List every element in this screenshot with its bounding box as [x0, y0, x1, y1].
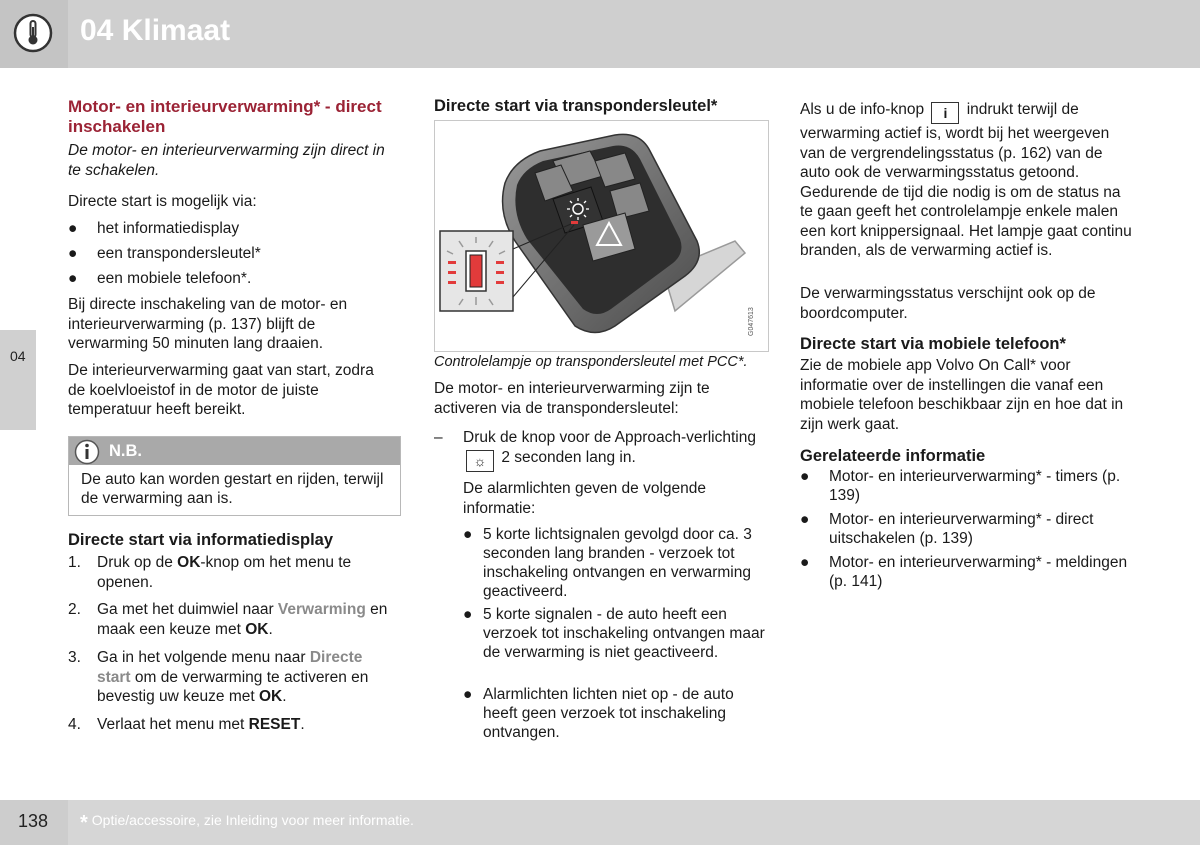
section-heading-direct-on: Motor- en interieurverwarming* - direct inschakelen [68, 97, 382, 136]
alarm-lights-intro: De alarmlichten geven de volgende informatie: [463, 480, 706, 517]
note-header [69, 437, 400, 465]
section-heading-infodisplay: Directe start via informatiedisplay [68, 531, 334, 549]
image-code: G047613 [748, 307, 755, 336]
page-number: 138 [18, 811, 49, 831]
related-info-heading: Gerelateerde informatie [800, 447, 986, 465]
chapter-side-tab [0, 330, 36, 430]
numbered-step: 4. Verlaat het menu met RESET. [68, 716, 305, 733]
list-item: ● 5 korte signalen - de auto heeft een verzoek tot inschakeling ontvangen maar de verwarming is niet geactiveerd. [463, 606, 765, 661]
note-title: N.B. [109, 442, 142, 460]
list-item: ● Alarmlichten lichten niet op - de auto heeft geen verzoek tot inschakeling ontvangen. [463, 686, 734, 741]
info-button-icon: i [931, 102, 959, 124]
footnote: * Optie/accessoire, zie Inleiding voor meer informatie. [80, 812, 414, 834]
key-fob-illustration [434, 120, 769, 352]
paragraph-info-button: Als u de info-knop i indrukt terwijl de verwarming actief is, wordt bij het weergeven van de vergrendelingsstatus (p. 162) van de auto ook de verwarmingsstatus getoond. Gedurende de tijd die nodig is om de status na te gaan geeft het controlelampje enkele malen een kort knippersignaal. Het lampje gaat continu branden, als de verwarming actief is. [800, 101, 1132, 259]
side-tab-label: 04 [10, 348, 26, 364]
related-link[interactable]: ● Motor- en interieurverwarming* - direct uitschakelen (p. 139) [800, 511, 1094, 547]
paragraph-boardcomputer: De verwarmingsstatus verschijnt ook op de boordcomputer. [800, 285, 1096, 322]
thermometer-icon [13, 13, 53, 53]
paragraph-interior: De interieurverwarming gaat van start, zodra de koelvloeistof in de motor de juiste temperatuur heeft bereikt. [68, 362, 374, 418]
related-link[interactable]: ● Motor- en interieurverwarming* - meldingen (p. 141) [800, 554, 1128, 590]
chapter-title: 04 Klimaat [80, 14, 231, 47]
intro-text: De motor- en interieurverwarming zijn direct in te schakelen. [68, 142, 385, 179]
note-box [68, 436, 401, 516]
dash-step: – Druk de knop voor de Approach-verlichting ☼ 2 seconden lang in. [434, 428, 764, 472]
related-link[interactable]: ● Motor- en interieurverwarming* - timers (p. 139) [800, 468, 1121, 504]
start-via-text: Directe start is mogelijk via: [68, 193, 257, 210]
paragraph-volvo-on-call: Zie de mobiele app Volvo On Call* voor informatie over de instellingen die vanaf een mobiele telefoon beschikbaar zijn en hoe dat in zijn werk gaat. [800, 357, 1124, 433]
section-heading-transponder: Directe start via transpondersleutel* [434, 97, 718, 115]
numbered-step: 2. Ga met het duimwiel naar Verwarming en maak een keuze met OK. [68, 601, 388, 638]
paragraph-transponder: De motor- en interieurverwarming zijn te activeren via de transpondersleutel: [434, 380, 710, 417]
list-item: ● 5 korte lichtsignalen gevolgd door ca. 3 seconden lang branden - verzoek tot inschakeling ontvangen en verwarming geactiveerd. [463, 526, 752, 600]
image-caption: Controlelampje op transpondersleutel met PCC*. [434, 354, 748, 370]
approach-light-key-icon: ☼ [466, 450, 494, 472]
info-icon [74, 439, 100, 465]
paragraph-duration: Bij directe inschakeling van de motor- en interieurverwarming (p. 137) blijft de verwarming 50 minuten lang draaien. [68, 296, 348, 352]
note-text: De auto kan worden gestart en rijden, terwijl de verwarming aan is. [81, 471, 384, 507]
key-fob-drawing [435, 121, 768, 351]
section-heading-mobile: Directe start via mobiele telefoon* [800, 335, 1066, 353]
chapter-icon-box [0, 0, 68, 68]
numbered-step: 3. Ga in het volgende menu naar Directe start om de verwarming te activeren en bevestig uw keuze met OK. [68, 649, 369, 705]
numbered-step: 1. Druk op de OK-knop om het menu te openen. [68, 554, 352, 591]
